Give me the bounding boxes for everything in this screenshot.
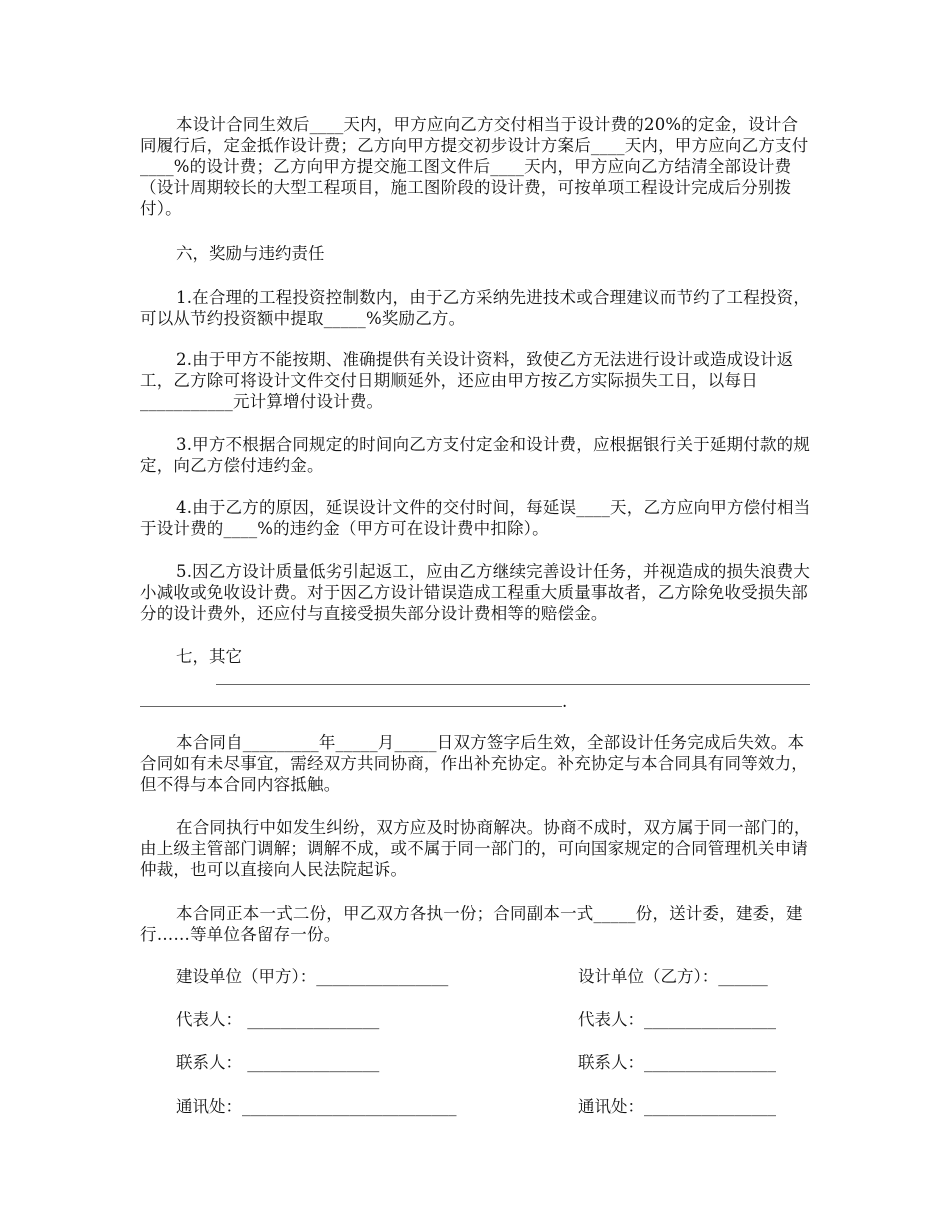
clause-3-paragraph: 3.甲方不根据合同规定的时间向乙方支付定金和设计费，应根据银行关于延期付款的规定，向乙方偿付违约金。	[140, 435, 811, 475]
copies-paragraph: 本合同正本一式二份，甲乙双方各执一份；合同副本一式_____份，送计委，建委，建行……等单位各留存一份。	[140, 904, 803, 944]
party-a-contact-field: 联系人： ________________	[176, 1053, 380, 1072]
dispute-paragraph: 在合同执行中如发生纠纷，双方应及时协商解决。协商不成时，双方属于同一部门的，由上级主管部门调解；调解不成，或不属于同一部门的，可向国家规定的合同管理机关申请仲裁，也可以直接向人民法院起诉。	[140, 818, 811, 879]
section-six-heading: 六，奖励与违约责任	[176, 244, 325, 263]
payment-terms-paragraph: 本设计合同生效后____天内，甲方应向乙方交付相当于设计费的20%的定金，设计合同履行后，定金抵作设计费；乙方向甲方提交初步设计方案后____天内，甲方应向乙方支付____%的设计费；乙方向甲方提交施工图文件后____天内，甲方应向乙方结清全部设计费（设计周期较长的大型工程项目，施工图阶段的设计费，可按单项工程设计完成后分别拨付）。	[140, 115, 809, 218]
blank-line-2	[140, 706, 562, 707]
section-seven-heading: 七，其它	[176, 647, 242, 666]
party-a-address-field: 通讯处：__________________________	[176, 1097, 457, 1116]
clause-5-paragraph: 5.因乙方设计质量低劣引起返工，应由乙方继续完善设计任务，并视造成的损失浪费大小减收或免收设计费。对于因乙方设计错误造成工程重大质量事故者，乙方除免收受损失部分的设计费外，还应付与直接受损失部分设计费相等的赔偿金。	[140, 562, 811, 623]
party-b-representative-field: 代表人：________________	[578, 1010, 776, 1029]
party-a-representative-field: 代表人： ________________	[176, 1010, 380, 1029]
party-b-contact-field: 联系人：________________	[578, 1053, 776, 1072]
line-period: .	[562, 692, 568, 711]
blank-line-1	[216, 684, 810, 685]
effective-date-paragraph: 本合同自_________年_____月_____日双方签字后生效，全部设计任务完成后失效。本合同如有未尽事宜，需经双方共同协商，作出补充协定。补充协定与本合同具有同等效力，但不得与本合同内容抵触。	[140, 733, 808, 794]
clause-4-paragraph: 4.由于乙方的原因，延误设计文件的交付时间，每延误____天，乙方应向甲方偿付相当于设计费的____%的违约金（甲方可在设计费中扣除）。	[140, 498, 811, 538]
party-b-unit-field: 设计单位（乙方）：______	[578, 967, 768, 986]
party-b-address-field: 通讯处：________________	[578, 1097, 776, 1116]
party-a-unit-field: 建设单位（甲方）：________________	[176, 967, 449, 986]
clause-1-paragraph: 1.在合理的工程投资控制数内，由于乙方采纳先进技术或合理建议而节约了工程投资，可以从节约投资额中提取_____%奖励乙方。	[140, 288, 811, 328]
clause-2-paragraph: 2.由于甲方不能按期、准确提供有关设计资料，致使乙方无法进行设计或造成设计返工，乙方除可将设计文件交付日期顺延外，还应由甲方按乙方实际损失工日，以每日___________元计算增付设计费。	[140, 350, 794, 411]
